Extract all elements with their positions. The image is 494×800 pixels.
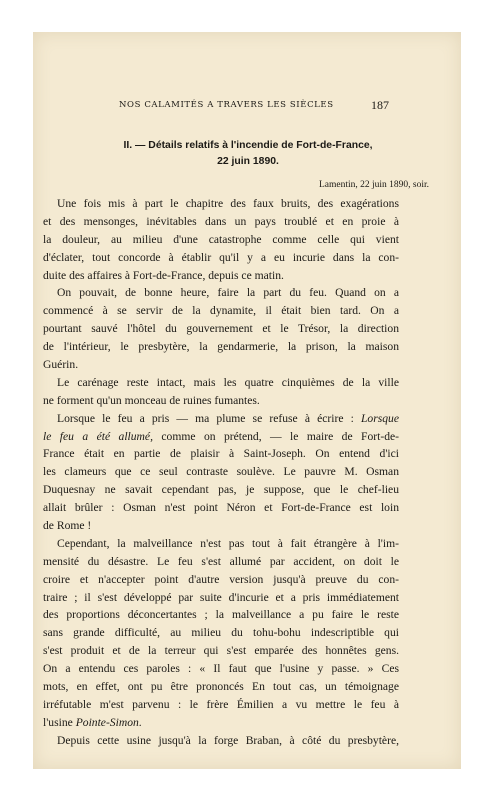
text-line: Une fois mis à part le chapitre des faux bruits, des exagérations	[57, 197, 399, 210]
italic-text: Pointe-Simon	[75, 715, 139, 729]
text-line: irréfutable m'est parvenu : le frère Émilien a vu mettre le feu à	[43, 697, 399, 711]
dateline: Lamentin, 22 juin 1890, soir.	[318, 180, 429, 190]
book-page	[33, 32, 461, 769]
italic-text: Lorsque	[360, 411, 399, 425]
text-line: mensité du désastre. Le feu s'est allumé par accident, on doit le	[43, 554, 399, 568]
text-line: traire ; il s'est développé par suite d'incurie et a pris immédiatement	[43, 590, 399, 604]
text-line: d'éclater, tout concorde à établir qu'il y a eu incurie dans la con-	[43, 250, 399, 264]
text-line: France était en partie de plaisir à Saint-Joseph. On entend d'ici	[43, 447, 399, 461]
text-line: mots, en effet, ont pu être prononcés En tout cas, un témoignage	[43, 680, 399, 694]
text-line: ne forment qu'un monceau de ruines fumantes.	[43, 393, 260, 407]
text-line: s'est produit et de la terreur qui s'est emparée des honnêtes gens.	[43, 644, 399, 658]
italic-text: le feu a été allumé,	[43, 429, 153, 443]
text-line: pourtant sauvé l'hôtel du gouvernement et le Trésor, la direction	[43, 322, 399, 336]
text-line: de Rome !	[43, 519, 92, 533]
running-title: NOS CALAMITÉS A TRAVERS LES SIÈCLES	[119, 100, 334, 110]
text-line: de l'intérieur, le presbytère, la gendarmerie, la prison, la maison	[43, 340, 399, 354]
text-line: Guérin.	[43, 358, 79, 372]
text-line: le feu a été allumé, comme on prétend, — le maire de Fort-de-	[43, 429, 400, 443]
body-text	[43, 195, 399, 750]
text-line: Depuis cette usine jusqu'à la forge Braban, à côté du presbytère,	[57, 733, 399, 747]
page-number: 187	[371, 98, 389, 112]
text-line: Lorsque le feu a pris — ma plume se refuse à écrire : Lorsque	[57, 411, 399, 425]
text-line: des proportions déconcertantes ; la malveillance a pu faire le reste	[43, 608, 399, 622]
text-line: duite des affaires à Fort-de-France, depuis ce matin.	[43, 268, 284, 282]
text-line: allait brûler : Osman n'est point Néron et Fort-de-France est loin	[43, 501, 399, 515]
running-header	[33, 98, 461, 112]
text-line: Duquesnay ne savait cependant pas, je suppose, que le chef-lieu	[43, 483, 399, 497]
text-line: et des mensonges, inévitables dans un pays troublé et en proie à	[43, 214, 399, 228]
text-line: Le carénage reste intact, mais les quatre cinquièmes de la ville	[57, 375, 399, 389]
text-line: sans grande difficulté, au milieu du tohu-bohu indescriptible qui	[43, 626, 399, 640]
section-title-line-1: II. — Détails relatifs à l'incendie de Fort-de-France,	[123, 140, 373, 151]
text-line: commencé à se servir de la dynamite, il était bien tard. On a	[43, 304, 399, 318]
section-title-line-2: 22 juin 1890.	[217, 156, 279, 167]
text-line: croire et n'accepter point d'autre version jusqu'à preuve du con-	[43, 572, 399, 586]
text-line: On pouvait, de bonne heure, faire la part du feu. Quand on a	[57, 286, 399, 300]
text-line: l'usine Pointe-Simon.	[43, 715, 142, 729]
text-line: Cependant, la malveillance n'est pas tout à fait étrangère à l'im-	[57, 536, 399, 550]
text-line: la douleur, au milieu d'une catastrophe comme celle qui vient	[43, 232, 399, 246]
text-line: les clameurs que ce seul contraste soulève. Le pauvre M. Osman	[43, 465, 399, 479]
text-line: On a entendu ces paroles : « Il faut que l'usine y passe. » Ces	[43, 662, 399, 676]
